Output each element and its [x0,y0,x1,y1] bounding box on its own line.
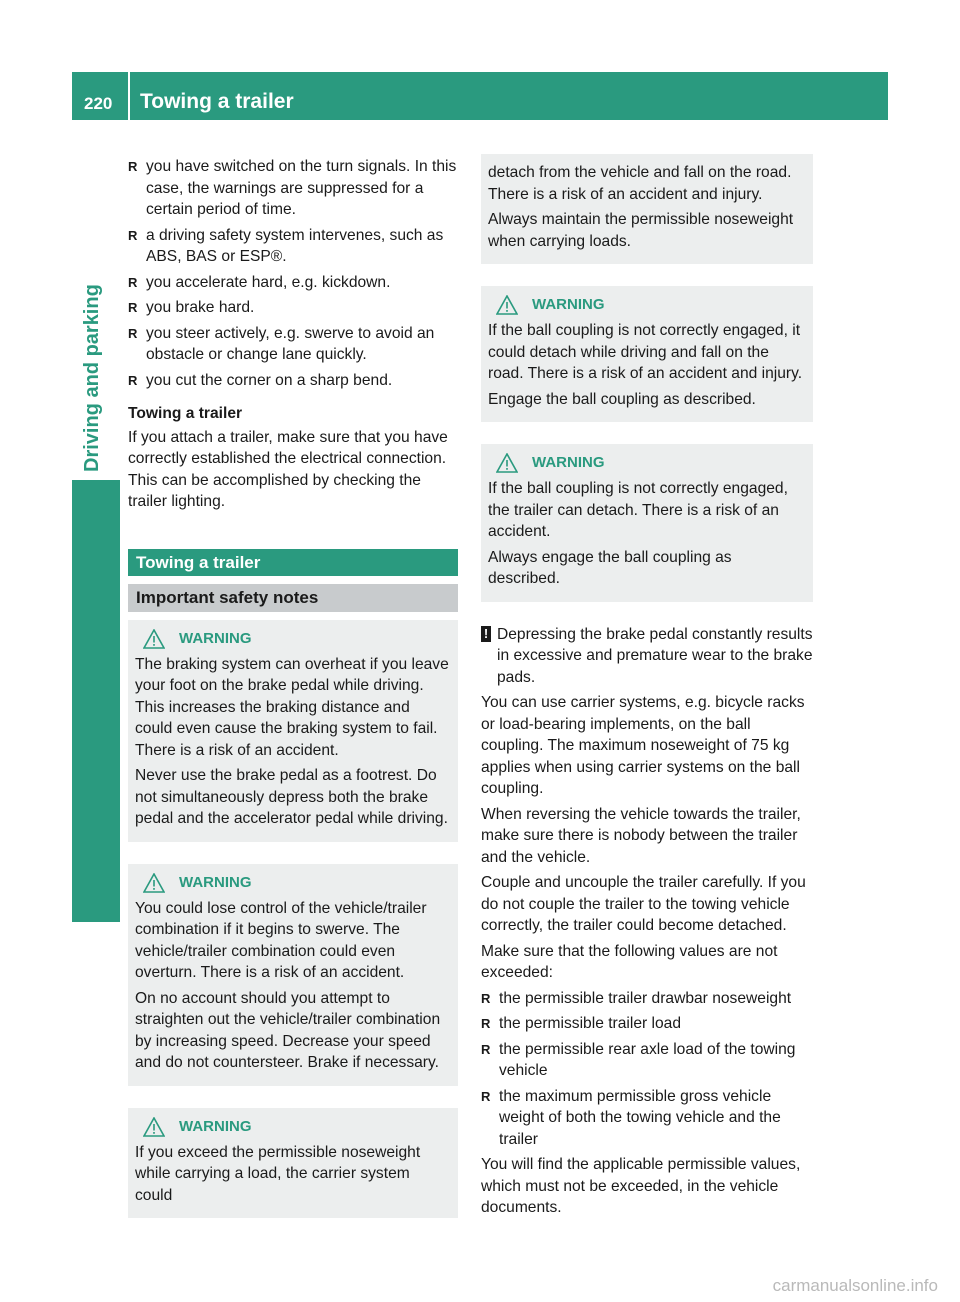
conditions-list [128,156,458,391]
side-tab-block [72,480,120,922]
list-item: R you have switched on the turn signals. In this case, the warnings are suppressed for a certain period of time. [128,156,458,221]
warning-text: On no account should you attempt to straighten out the vehicle/trailer combination by increasing speed. Decrease your speed and do not countersteer. Brake if necessary. [135,989,441,1071]
towing-heading: Towing a trailer [128,405,243,422]
paragraph-carrier: You can use carrier systems, e.g. bicycle racks or load-bearing implements, on the ball coupling. The maximum noseweight of 75 kg applies when using carrier systems on the ball coupling. [481,694,805,797]
list-item: R a driving safety system intervenes, such as ABS, BAS or ESP®. [128,225,458,268]
right-column [481,156,813,1223]
paragraph-values: Make sure that the following values are not exceeded: [481,942,778,981]
paragraph-couple: Couple and uncouple the trailer carefully. If you do not couple the trailer to the towing vehicle correctly, the trailer could become detached. [481,874,806,934]
warning-header [135,1116,451,1138]
warning-text: Engage the ball coupling as described. [488,390,756,408]
warning-label: WARNING [532,454,605,472]
watermark: carmanualsonline.info [772,1276,938,1295]
list-item: R the permissible rear axle load of the towing vehicle [481,1039,813,1082]
warning-box-braking [128,620,458,842]
side-tab-label: Driving and parking [81,284,103,472]
page-number: 220 [84,94,113,113]
left-column [128,156,458,1240]
warning-header [135,628,451,650]
list-item: R you brake hard. [128,297,458,319]
note-text: Depressing the brake pedal constantly results in excessive and premature wear to the brake pads. [497,625,813,686]
warning-text: Always maintain the permissible noseweight when carrying loads. [488,211,794,250]
list-item: R the maximum permissible gross vehicle weight of both the towing vehicle and the trailer [481,1086,813,1151]
warning-box-ball-coupling [481,286,813,422]
warning-text: Always engage the ball coupling as described. [488,548,732,587]
chapter-title: Towing a trailer [140,90,294,113]
warning-box-noseweight [128,1108,458,1219]
warning-header [488,452,806,474]
warning-box-noseweight-continued [481,154,813,264]
warning-text: If the ball coupling is not correctly engaged, it could detach while driving and fall on the road. There is a risk of an accident and injury. [488,322,803,382]
note-brake-wear [481,624,813,689]
paragraph-documents: You will find the applicable permissible values, which must not be exceeded, in the vehicle documents. [481,1156,801,1216]
warning-triangle-icon [143,873,165,893]
warning-text: The braking system can overheat if you leave your foot on the brake pedal while driving. This increases the braking distance and could even cause the braking system to fail. There is a risk of an accident. [135,655,449,759]
warning-label: WARNING [179,873,252,891]
warning-box-trailer-detach [481,444,813,602]
warning-label: WARNING [179,629,252,647]
page-header [72,72,888,120]
towing-paragraph: If you attach a trailer, make sure that you have correctly established the electrical connection. This can be accomplished by checking the trailer lighting. [128,428,448,510]
warning-triangle-icon [496,295,518,315]
list-item: R you steer actively, e.g. swerve to avoid an obstacle or change lane quickly. [128,323,458,366]
exclamation-icon: ! [481,626,491,642]
warning-triangle-icon [496,453,518,473]
warning-text: You could lose control of the vehicle/trailer combination if it begins to swerve. The vehicle/trailer combination could even overturn. There is a risk of an accident. [135,899,427,981]
warning-text: If the ball coupling is not correctly engaged, the trailer can detach. There is a risk of an accident. [488,480,788,540]
side-tab [81,262,105,472]
warning-text: detach from the vehicle and fall on the road. There is a risk of an accident and injury. [488,164,792,203]
warning-label: WARNING [179,1117,252,1135]
list-item: R the permissible trailer drawbar noseweight [481,988,813,1010]
list-item: R you cut the corner on a sharp bend. [128,370,458,392]
warning-text: If you exceed the permissible noseweight while carrying a load, the carrier system could [135,1143,421,1204]
warning-triangle-icon [143,629,165,649]
warning-label: WARNING [532,296,605,314]
warning-box-swerve [128,864,458,1086]
section-title: Towing a trailer [128,549,458,576]
warning-triangle-icon [143,1117,165,1137]
paragraph-reversing: When reversing the vehicle towards the trailer, make sure there is nobody between the trailer and the vehicle. [481,805,801,866]
list-item: R you accelerate hard, e.g. kickdown. [128,272,458,294]
warning-text: Never use the brake pedal as a footrest. Do not simultaneously depress both the brake pedal and the accelerator pedal while driving. [135,767,448,827]
warning-header [135,872,451,894]
subsection-title: Important safety notes [128,584,458,612]
warning-header [488,294,806,316]
values-list [481,988,813,1151]
list-item: R the permissible trailer load [481,1013,813,1035]
header-divider [128,72,130,120]
